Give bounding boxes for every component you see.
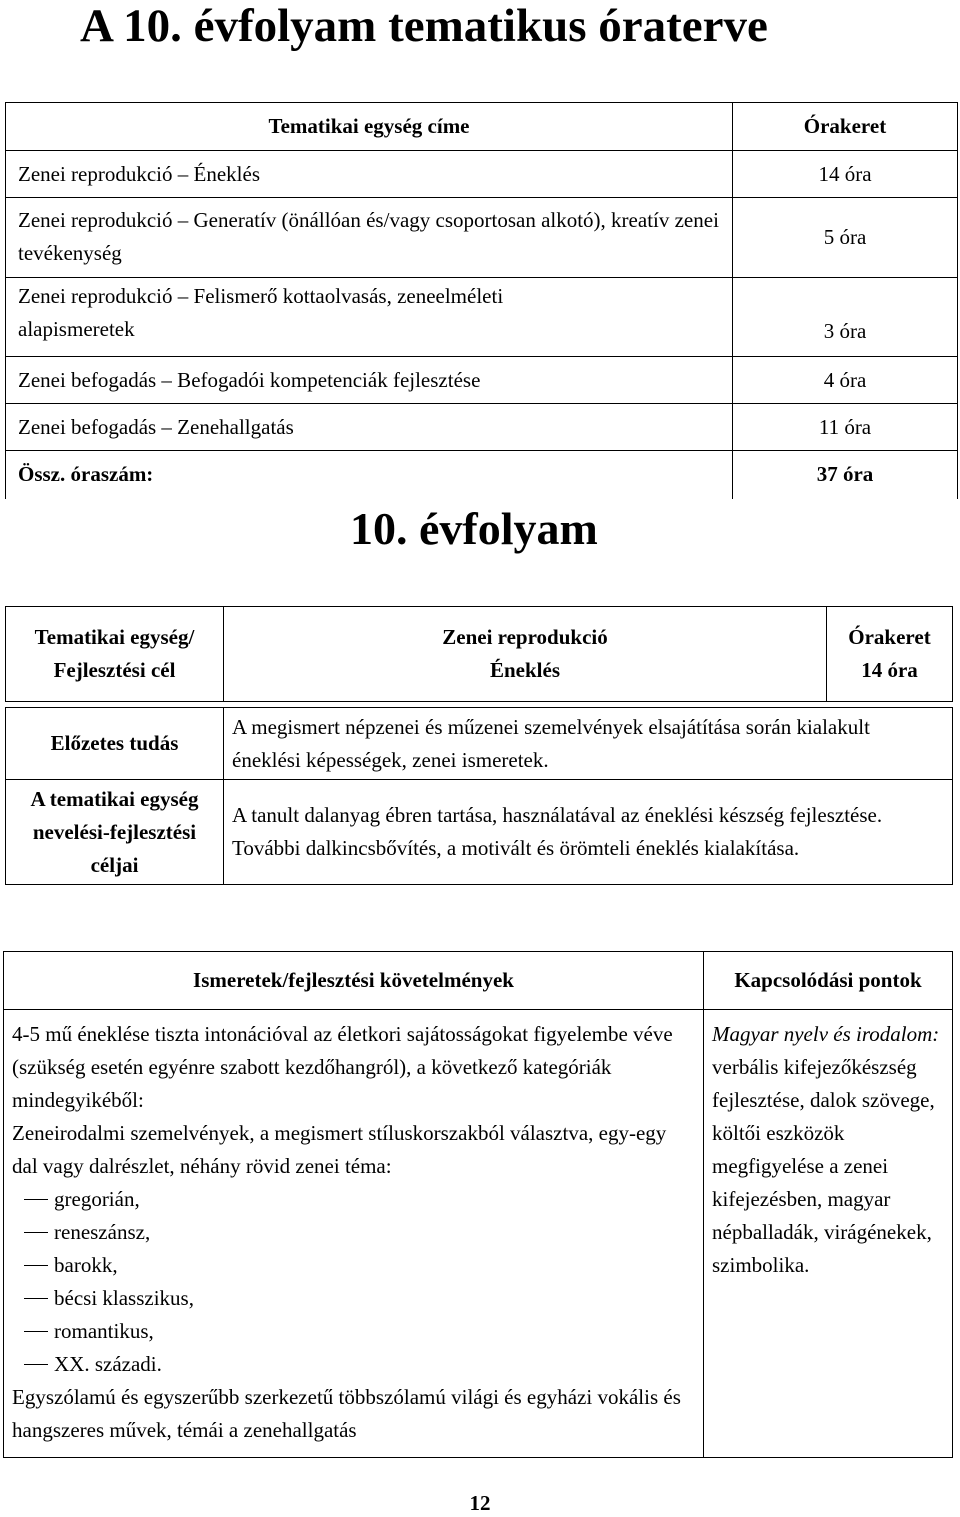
summary-table: [5, 102, 958, 499]
grade-heading: 10. évfolyam: [350, 503, 598, 554]
requirements-intro2: Zeneirodalmi szemelvények, a megismert stíluskorszakból választva, egy-egy dal vagy dalrészlet, néhány rövid zenei téma:: [12, 1121, 667, 1178]
list-item: barokk,: [12, 1249, 695, 1282]
summary-hours: 3 óra: [733, 278, 958, 357]
summary-unit: Zenei befogadás – Zenehallgatás: [6, 404, 733, 451]
table-row: [6, 198, 958, 278]
summary-hours: 5 óra: [733, 198, 958, 278]
connections-text: verbális kifejezőkészség fejlesztése, dalok szövege, költői eszközök megfigyelése a zenei kifejezésben, magyar népballadák, virágénekek, szimbolika.: [712, 1055, 935, 1277]
table-row: [6, 278, 958, 357]
requirements-table: [3, 951, 953, 1458]
connections-cell: [704, 1010, 953, 1458]
page-number: 12: [469, 1491, 491, 1515]
list-item: gregorián,: [12, 1183, 695, 1216]
requirements-outro: Egyszólamú és egyszerűbb szerkezetű többszólamú világi és egyházi vokális és hangszeres művek, témái a zenehallgatás: [12, 1385, 681, 1442]
goals-label: A tematikai egység nevelési-fejlesztési céljai: [6, 780, 224, 885]
summary-hours: 11 óra: [733, 404, 958, 451]
summary-header-hours: Órakeret: [733, 103, 958, 151]
summary-unit: Zenei reprodukció – Generatív (önállóan és/vagy csoportosan alkotó), kreatív zenei tevékenység: [6, 198, 733, 278]
summary-total-label: Össz. óraszám:: [6, 451, 733, 499]
unit-header-left: [6, 607, 224, 702]
summary-unit: Zenei reprodukció – Éneklés: [6, 151, 733, 198]
unit-header-right-line1: Órakeret: [848, 625, 931, 649]
unit-header-right: [827, 607, 953, 702]
unit-header-mid: [224, 607, 827, 702]
table-row: [6, 357, 958, 404]
requirements-header-left: Ismeretek/fejlesztési követelmények: [4, 952, 704, 1010]
summary-total-hours: 37 óra: [733, 451, 958, 499]
connections-subject: Magyar nyelv és irodalom:: [712, 1022, 940, 1046]
requirements-intro: 4-5 mű éneklése tiszta intonációval az életkori sajátosságokat figyelembe véve (szükség esetén egyénre szabott kezdőhangról), a következő kategóriák mindegyikéből:: [12, 1022, 673, 1112]
page-title: A 10. évfolyam tematikus óraterve: [80, 0, 768, 52]
prior-knowledge-label: Előzetes tudás: [6, 708, 224, 780]
unit-header-left-line1: Tematikai egység/: [34, 625, 195, 649]
list-item: XX. századi.: [12, 1348, 695, 1381]
unit-table: [5, 606, 953, 885]
summary-hours: 14 óra: [733, 151, 958, 198]
summary-header-unit: Tematikai egység címe: [6, 103, 733, 151]
table-row: [6, 404, 958, 451]
table-row-total: [6, 451, 958, 499]
list-item: bécsi klasszikus,: [12, 1282, 695, 1315]
requirements-cell: [4, 1010, 704, 1458]
goals-text: A tanult dalanyag ébren tartása, használatával az éneklési készség fejlesztése. További dalkincsbővítés, a motivált és örömteli éneklés kialakítása.: [224, 780, 953, 885]
unit-header-mid-line1: Zenei reprodukció: [442, 625, 608, 649]
table-row: [6, 151, 958, 198]
unit-header-mid-line2: Éneklés: [489, 658, 560, 682]
list-item: romantikus,: [12, 1315, 695, 1348]
list-item: reneszánsz,: [12, 1216, 695, 1249]
requirements-header-right: Kapcsolódási pontok: [704, 952, 953, 1010]
unit-header-right-line2: 14 óra: [861, 658, 918, 682]
summary-hours: 4 óra: [733, 357, 958, 404]
summary-unit: Zenei befogadás – Befogadói kompetenciák fejlesztése: [6, 357, 733, 404]
prior-knowledge-text: A megismert népzenei és műzenei szemelvények elsajátítása során kialakult éneklési képességek, zenei ismeretek.: [224, 708, 953, 780]
summary-unit: Zenei reprodukció – Felismerő kottaolvasás, zeneelméleti alapismeretek: [6, 278, 733, 357]
unit-header-left-line2: Fejlesztési cél: [53, 658, 176, 682]
